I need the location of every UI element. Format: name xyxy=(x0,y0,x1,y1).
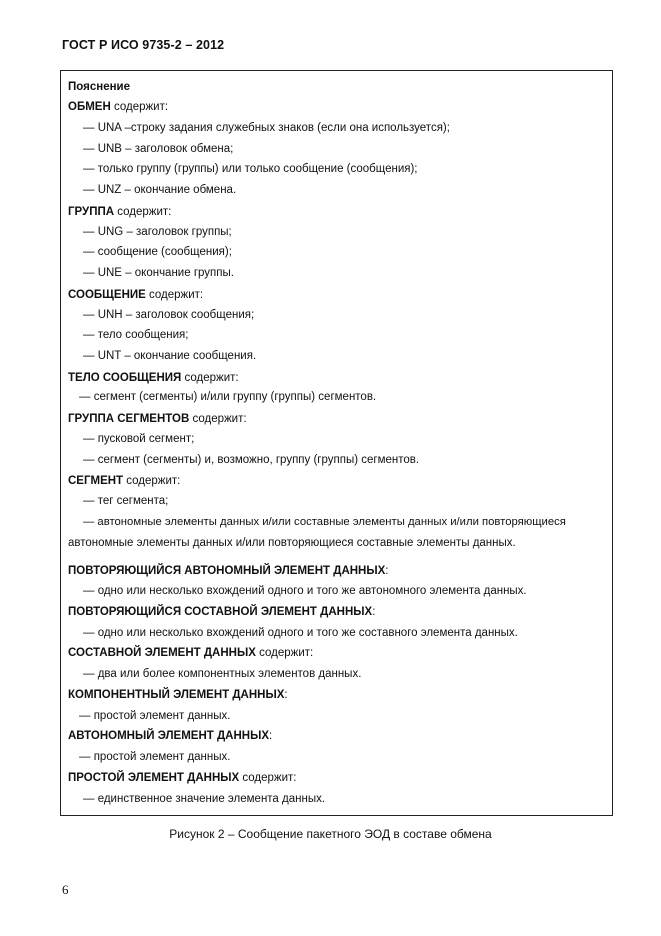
list-item-continuation: автономные элементы данных и/или повторяющиеся составные элементы данных. xyxy=(68,537,516,549)
list-item: — UNT – окончание сообщения. xyxy=(83,350,257,362)
list-item: — UNE – окончание группы. xyxy=(83,267,234,279)
figure-caption: Рисунок 2 – Сообщение пакетного ЭОД в составе обмена xyxy=(169,827,492,841)
section-heading: ПОВТОРЯЮЩИЙСЯ АВТОНОМНЫЙ ЭЛЕМЕНТ ДАННЫХ: xyxy=(68,565,389,577)
section-heading: АВТОНОМНЫЙ ЭЛЕМЕНТ ДАННЫХ: xyxy=(68,730,273,742)
list-item: — одно или несколько вхождений одного и того же составного элемента данных. xyxy=(83,627,518,639)
section-heading: СЕГМЕНТ содержит: xyxy=(68,475,181,487)
list-item: — UNH – заголовок сообщения; xyxy=(83,309,255,321)
list-item: — одно или несколько вхождений одного и того же автономного элемента данных. xyxy=(83,585,527,597)
list-item: — два или более компонентных элементов данных. xyxy=(83,668,362,680)
box-title: Пояснение xyxy=(68,81,130,93)
list-item: — UNB – заголовок обмена; xyxy=(83,143,234,155)
document-header: ГОСТ Р ИСО 9735-2 – 2012 xyxy=(62,38,225,52)
list-item: — UNA –строку задания служебных знаков (если она используется); xyxy=(83,122,450,134)
section-heading: ТЕЛО СООБЩЕНИЯ содержит: xyxy=(68,372,239,384)
list-item: — сегмент (сегменты) и/или группу (группы) сегментов. xyxy=(79,391,377,403)
page-number: 6 xyxy=(62,882,69,897)
list-item: — автономные элементы данных и/или составные элементы данных и/или повторяющиеся xyxy=(83,516,566,528)
list-item: — простой элемент данных. xyxy=(79,751,231,763)
list-item: — сегмент (сегменты) и, возможно, группу (группы) сегментов. xyxy=(83,454,420,466)
section-heading: КОМПОНЕНТНЫЙ ЭЛЕМЕНТ ДАННЫХ: xyxy=(68,689,288,701)
list-item: — тег сегмента; xyxy=(83,495,169,507)
section-heading: ПОВТОРЯЮЩИЙСЯ СОСТАВНОЙ ЭЛЕМЕНТ ДАННЫХ: xyxy=(68,606,376,618)
section-heading: ГРУППА СЕГМЕНТОВ содержит: xyxy=(68,413,247,425)
list-item: — тело сообщения; xyxy=(83,329,189,341)
list-item: — только группу (группы) или только сообщение (сообщения); xyxy=(83,163,418,175)
section-heading: ОБМЕН содержит: xyxy=(68,101,169,113)
list-item: — пусковой сегмент; xyxy=(83,433,195,445)
section-heading: СООБЩЕНИЕ содержит: xyxy=(68,289,204,301)
list-item: — UNZ – окончание обмена. xyxy=(83,184,237,196)
list-item: — простой элемент данных. xyxy=(79,710,231,722)
section-heading: СОСТАВНОЙ ЭЛЕМЕНТ ДАННЫХ содержит: xyxy=(68,647,314,659)
list-item: — единственное значение элемента данных. xyxy=(83,793,326,805)
list-item: — UNG – заголовок группы; xyxy=(83,226,232,238)
section-heading: ПРОСТОЙ ЭЛЕМЕНТ ДАННЫХ содержит: xyxy=(68,772,297,784)
list-item: — сообщение (сообщения); xyxy=(83,246,232,258)
section-heading: ГРУППА содержит: xyxy=(68,206,172,218)
